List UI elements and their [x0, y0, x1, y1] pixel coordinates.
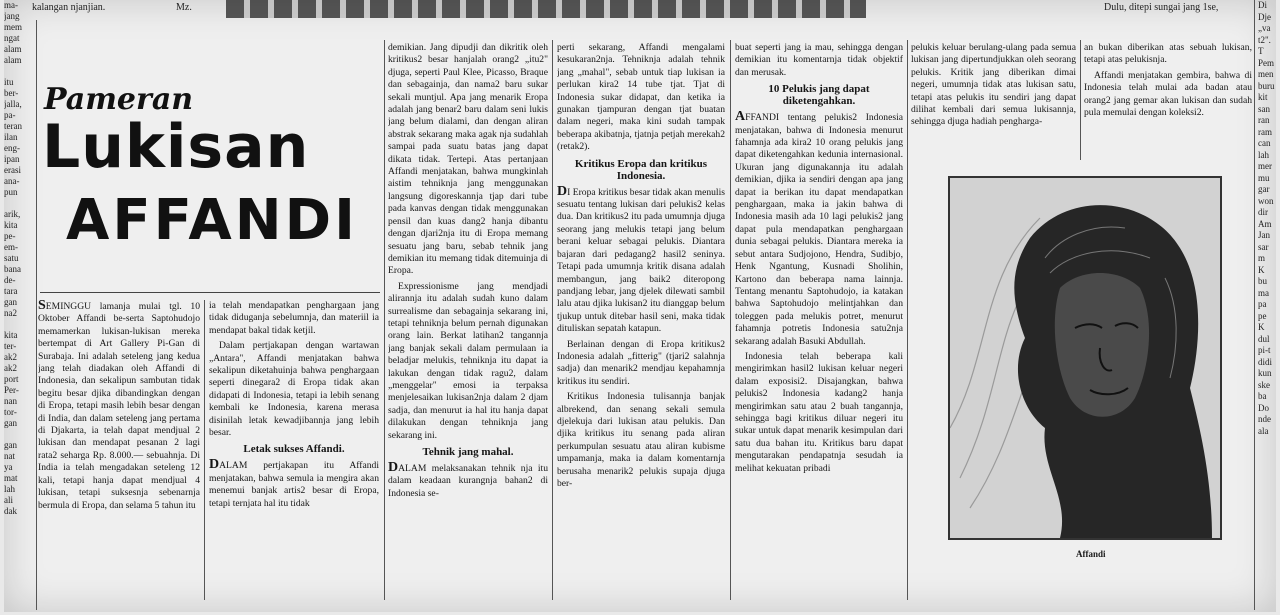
cropped-line: K: [1258, 322, 1265, 332]
cropped-line: gan: [4, 297, 17, 307]
left-cropped-column: [4, 0, 34, 612]
cropped-line: Do: [1258, 402, 1269, 413]
cropped-line: nan: [4, 396, 17, 406]
cropped-line: didi: [1258, 356, 1273, 367]
dropcap-d: D: [209, 457, 220, 473]
cropped-line: mer: [1258, 161, 1272, 171]
cropped-line: Per-: [4, 385, 19, 395]
col3-paragraph-1: perti sekarang, Affandi mengalami kesukaran2nja. Tehniknja adalah tehnik jang „mahal", sebab untuk tiap lukisan ia perlukan kira2 14 tube tjat. Tjat di Indonesia sukar didapat, dan ketika ia gunakan tjampuran dengan tjat buatan dalam negeri, maka kini sudah tampak beberapa akibatnja, tjatnja petjah merekah2 (retak2).: [557, 42, 725, 153]
cropped-line: alam: [4, 55, 22, 65]
top-fragment-mz: Mz.: [176, 2, 192, 13]
cropped-line: pa: [1258, 299, 1267, 309]
top-fragment-left: kalangan njanjian.: [32, 2, 106, 13]
cropped-line: Di: [1258, 0, 1267, 10]
subheading-10-pelukis: 10 Pelukis jang dapat diketengahkan.: [768, 83, 870, 108]
cropped-line: can: [1258, 138, 1271, 148]
cropped-line: K: [1258, 264, 1265, 275]
cropped-line: [4, 319, 34, 330]
cropped-line: buru: [1258, 80, 1275, 91]
cropped-line: kun: [1258, 368, 1272, 378]
subheading-letak-sukses: Letak sukses Affandi.: [243, 443, 345, 456]
col4-paragraph-2: FFANDI tentang pelukis2 Indonesia menjatakan, bahwa di Indonesia menurut fahamnja ada kira2 10 orang pelukis jang dapat diketengahkan kedunia internasional. Ukuran jang digunakannja itu adalah demikian, djika ia sendiri dengan apa jang dapat ia berikan itu dapat mendapatkan penghargaan, maka ia jakin bahwa di Indonesia masih ada 10 lagi pelukis2 jang dapat pula mendapatkan penghargaan dunia sebagai pelukis. Diantara mereka ia sebut antara Sudjojono, Hendra, Sudibjo, Henk Ngantung, Kusnadi Sholihin, Kartono dan beberapa nama lainnja. Tentang menantu Saptohudojo, ia katakan bahwa Saptohudojo melintjahkan dan toleggen pada melukis potret, menurut fahamnja potretis Indonesia satu2nja sekarang adalah Basuki Abdullah.: [735, 112, 903, 347]
cropped-line: gar: [1258, 184, 1270, 194]
column-rule: [1080, 40, 1081, 160]
cropped-line: port: [4, 374, 19, 384]
cropped-line: bu: [1258, 276, 1267, 286]
article-column-5: [911, 42, 1076, 162]
cropped-line: ram: [1258, 126, 1272, 137]
headline-name: AFFANDI: [66, 188, 358, 253]
cropped-line: pe: [1258, 310, 1267, 321]
cropped-line: jalla,: [4, 99, 22, 109]
cropped-line: dir: [1258, 207, 1268, 217]
cropped-line: ilan: [4, 132, 18, 142]
article-column-6: [1084, 42, 1252, 162]
cropped-line: ber-: [4, 88, 19, 98]
cropped-line: men: [1258, 69, 1274, 79]
top-fragment-right: Dulu, ditepi sungai jang 1se,: [1104, 2, 1219, 13]
article-column-1a: [38, 300, 200, 600]
cropped-line: arik,: [4, 209, 21, 219]
cropped-line: ala: [1258, 425, 1269, 436]
cropped-line: Jan: [1258, 230, 1270, 240]
col3-paragraph-2: I Eropa kritikus besar tidak akan menulis sesuatu tentang lukisan dari pelukis2 kelas dua. Dan kritikus2 itu pada umumnja djuga seorang jang melukis tetapi jang belum berani keluar sebagai pelukis. Diantara bajaran dari pedagang2 hasil2 seninya. Tetapi pada umumnja kritik disana adalah membangun, jang baik2 diteropong pandjang lebar, jang djelek dilewati sambil lalu atau djika lukisan2 itu dianggap belum tjukup untuk ditebar hasil seni, maka tidak dituliskan sepatah katapun.: [557, 186, 725, 335]
cropped-line: alam: [4, 44, 22, 54]
article-column-2: [388, 42, 548, 602]
subheading-tehnik-mahal: Tehnik jang mahal.: [422, 446, 514, 458]
column-rule: [384, 40, 385, 600]
cropped-line: ter-: [4, 341, 17, 351]
col3-paragraph-3: Berlainan dengan di Eropa kritikus2 Indonesia adalah „fitterig" (tjari2 salahnja sadja) dan menarik2 mendjau kepahamnja kritikus itu sendiri.: [557, 338, 725, 387]
col1b-paragraph-3: ALAM pertjakapan itu Affandi menjatakan, bahwa semula ia mengira akan menemui banjak artis2 besar di Eropa, tetapi ternjata hal itu tidak: [209, 460, 379, 509]
col1a-paragraph-1: EMINGGU lamanja mulai tgl. 10 Oktober Affandi be-serta Saptohudojo memamerkan lukisan-lukisan mereka bertempat di Art Gallery Pi-Gan di Surabaja. Ini adalah seteleng jang kedua jang telah diadakan oleh Affandi di Indonesia, dan sekalipun sambutan tidak begitu besar djika dibandingkan dengan di Eropa, tetapi masih lebih besar dengan di India, dan dalam seteleng jang pertama di Djakarta, ia telah dapat mendjual 2 lukisan dan mendapat pesanan 2 lagi rata2 seharga Rp. 8.000.— sebuahnja. Di India ia telah mengadakan seteleng 12 kali, tetapi hanja dapat mendjual 4 lukisan, tetapi suksesnja sebenarnja bermula di Eropa, dan selama 5 tahun itu: [38, 301, 200, 511]
cropped-line: [4, 66, 34, 77]
dropcap-a: A: [735, 109, 746, 125]
cropped-line: pi-t: [1258, 345, 1271, 355]
col4-paragraph-3: Indonesia telah beberapa kali mengirimkan hasil2 lukisan keluar negeri dalam exposisi2. Disajangkan, bahwa pelukis2 Indonesia kadang2 hanja mengirimkan satu atau 2 buah tangannja, sehingga bagi kritikus diluar negeri itu sukar untuk dapat menarik kesimpulan dari satu dua bahan itu. Kritikus baru dapat mengutarakan pendapatnja sesudah ia melihat kekuatan pribadi: [735, 350, 903, 474]
dropcap-s: S: [38, 300, 46, 313]
col6-paragraph-1: an bukan diberikan atas sebuah lukisan, tetapi atas pelukisnja.: [1084, 42, 1252, 66]
cropped-line: ali: [4, 495, 13, 505]
cropped-line: ak2: [4, 363, 17, 373]
cropped-line: t2".: [1258, 34, 1271, 45]
col2-paragraph-2: Expressionisme jang mendjadi alirannja itu adalah sudah kuno dalam surrealisme dan sebagainja sekarang ini, tetapi tehniknja belum pernah digunakan orang lain. Berkat latihan2 tangannja jang banjak sekali dalam permulaan ia beladjar melukis, tehniknja itu dapat ia lakukan dengan tidak ragu2, dalam „menggelar" emosi ia terpaksa menjelesaikan lukisan2nja dalam 2 djam sadja, dan menurut ia hal itu hanja dapat dilakukan dengan tehniknja jang sekarang ini.: [388, 280, 548, 441]
column-rule: [36, 20, 37, 610]
cropped-line: ran: [1258, 115, 1270, 125]
subheading-kritikus: Kritikus Eropa dan kritikus Indonesia.: [574, 157, 708, 182]
cropped-line: ske: [1258, 379, 1270, 390]
column-rule: [1254, 0, 1255, 610]
cropped-line: ipan: [4, 154, 20, 164]
cropped-line: lah: [1258, 149, 1269, 160]
cropped-line: san: [1258, 103, 1270, 114]
cropped-line: teran: [4, 121, 22, 131]
cropped-line: Am: [1258, 218, 1272, 229]
masthead-strip: [226, 0, 866, 18]
dropcap-d: D: [388, 460, 399, 475]
cropped-line: eng-: [4, 143, 20, 153]
cropped-line: ba: [1258, 391, 1267, 401]
col5-paragraph-1: pelukis keluar berulang-ulang pada semua lukisan jang dipertundjukkan oleh seorang pelukis. Kritik jang diberikan dimai negeri, umumnja tidak atas lukisan satu, tetapi atas pelukis itu sendiri jang dapat dilihat kembali dari semua lukisannja, sehingga djuga hadiah pengharga-: [911, 42, 1076, 128]
cropped-line: mat: [4, 473, 18, 483]
cropped-line: lah: [4, 484, 15, 494]
cropped-line: ya: [4, 462, 13, 472]
right-cropped-column: [1258, 0, 1276, 612]
cropped-line: dak: [4, 506, 17, 516]
newspaper-page: [4, 0, 1276, 612]
article-column-4: [735, 42, 903, 602]
cropped-line: [4, 429, 34, 440]
cropped-line: kit: [1258, 92, 1268, 102]
col3-paragraph-4: Kritikus Indonesia tulisannja banjak albrekend, dan senang sekali semula djelekuja dari lukisan atau pelukis. Dan djika kritikus itu senang pada aliran perkumpulan sesuatu atau aliran kubisme umpamanja, maka ia dalam komentarnja berusaha menarik2 pelukis supaja djuga ber-: [557, 391, 725, 489]
cropped-line: ma-: [4, 0, 18, 10]
cropped-line: ma: [1258, 287, 1269, 298]
cropped-line: sar: [1258, 241, 1269, 252]
cropped-line: tara: [4, 286, 18, 296]
cropped-line: ak2: [4, 352, 17, 362]
col1b-paragraph-1: ia telah mendapatkan penghargaan jang tidak diduganja sebelumnja, dan materiil ia mendapat bakal tidak ketjil.: [209, 300, 379, 336]
column-rule: [552, 40, 553, 600]
cropped-line: nde: [1258, 414, 1271, 424]
cropped-line: tor-: [4, 407, 17, 417]
cropped-line: na2: [4, 308, 17, 318]
cropped-line: bana: [4, 264, 21, 274]
cropped-line: satu: [4, 253, 19, 263]
cropped-line: jang: [4, 11, 20, 21]
cropped-line: pe-: [4, 231, 16, 241]
cropped-line: ana-: [4, 176, 20, 186]
col4-paragraph-1: buat seperti jang ia mau, sehingga dengan demikian itu komentarnja tidak objektif dan merusak.: [735, 42, 903, 78]
cropped-line: de-: [4, 275, 16, 285]
cropped-line: ngat: [4, 33, 20, 43]
cropped-line: gan: [4, 440, 17, 450]
cropped-line: pun: [4, 187, 18, 197]
cropped-line: pa-: [4, 110, 16, 120]
column-rule: [907, 40, 908, 600]
headline-main: Lukisan: [42, 112, 310, 182]
dropcap-d: D: [557, 183, 568, 199]
col6-paragraph-2: Affandi menjatakan gembira, bahwa di Indonesia telah mulai ada badan atau orang2 jang gemar akan lukisan dan sudah pula memulai dengan koleksi2.: [1084, 69, 1252, 119]
cropped-line: gan: [4, 418, 17, 428]
cropped-line: kita: [4, 330, 18, 340]
cropped-line: m: [1258, 253, 1266, 263]
col2-paragraph-1: demikian. Jang dipudji dan dikritik oleh kritikus2 besar hanjalah orang2 „itu2" djuga, seperti Paul Klee, Picasso, Braque dan sebagainja, dan nama2 baru sukar sekali muntjul. Apa jang menarik Eropa adalah jang benar2 baru dalam seni lukis jang belum dialami, dan dengan aliran abstrak sekarang maka agak nja sudahlah sampai pada suatu batas jang dapat dikata tidak. Tertepi. Atas pertanjaan Affandi menjatakan, bahwa mungkinlah aistim tehniknja jang menggunakan langsung digoreskannja tjap dari tube pada kanvas dengan tidak menggunakan pensil dan kuas dang2 hanja dibantu dengan djari2nja itu di Eropa memang sesuatu jang baru, sebab tehnik jang demikian itu memang tidak ditemuinja di Eropa.: [388, 42, 548, 277]
portrait-illustration: [950, 178, 1220, 538]
cropped-line: itu: [4, 77, 14, 87]
cropped-line: em-: [4, 242, 18, 252]
cropped-line: dul: [1258, 333, 1270, 344]
headline-prefix: Pameran: [44, 82, 194, 117]
cropped-line: nat: [4, 451, 15, 461]
cropped-line: T: [1258, 46, 1264, 56]
column-rule: [204, 300, 205, 600]
cropped-line: „va: [1258, 23, 1271, 33]
cropped-line: mem: [4, 22, 22, 32]
cropped-line: kita: [4, 220, 18, 230]
col2-paragraph-3: ALAM melaksanakan tehnik nja itu dalam keadaan kurangnja bahan2 di Indonesia se-: [388, 463, 548, 499]
cropped-line: Dje: [1258, 11, 1271, 22]
photo-caption: Affandi: [1076, 549, 1106, 559]
headline-rule: [40, 292, 380, 293]
cropped-line: [4, 198, 34, 209]
column-rule: [730, 40, 731, 600]
cropped-line: erasi: [4, 165, 21, 175]
article-column-1b: [209, 300, 379, 600]
col1b-paragraph-2: Dalam pertjakapan dengan wartawan „Antara", Affandi menjatakan bahwa sekalipun diketahuinja bahwa penghargaan seperti dinegara2 di Eropa tidak akan didapati di Indonesia, tetapi ia lebih senang kembali ke Indonesia, karena merasa disinilah letak kewadjibannja jang lebih besar.: [209, 340, 379, 439]
article-column-3: [557, 42, 725, 602]
cropped-line: won: [1258, 195, 1274, 206]
cropped-line: mu: [1258, 172, 1270, 183]
affandi-portrait-photo: [948, 176, 1222, 540]
cropped-line: Pem: [1258, 57, 1275, 68]
